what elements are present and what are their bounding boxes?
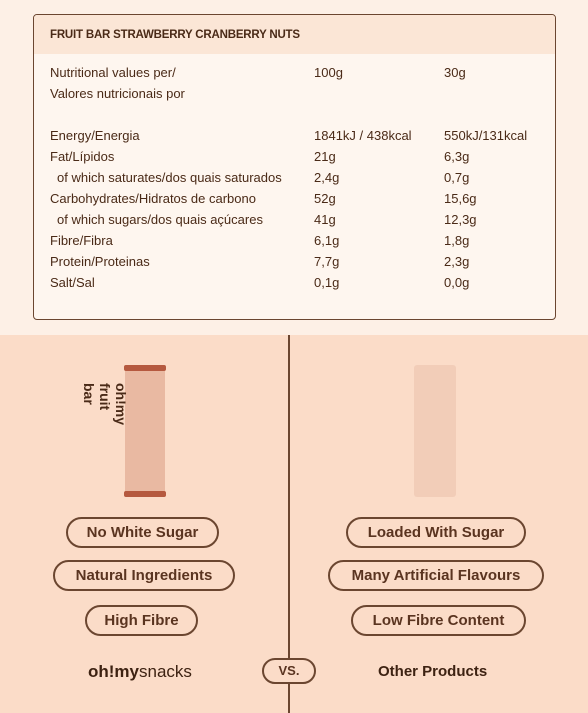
nutrition-table (33, 14, 556, 320)
product-bar-label: oh!my fruit bar (81, 383, 129, 425)
row-value-30g: 550kJ/131kcal (444, 128, 528, 143)
pill-many-artificial-flavours: Many Artificial Flavours (328, 560, 544, 591)
row-value-30g: 0,0g (444, 275, 470, 290)
product-bar-image (81, 365, 165, 497)
row-value-100g: 21g (314, 149, 336, 164)
comparison-section (0, 335, 588, 713)
row-value-100g: 6,1g (314, 233, 340, 248)
row-value-100g: 1841kJ / 438kcal (314, 128, 412, 143)
nutrition-title: FRUIT BAR STRAWBERRY CRANBERRY NUTS (34, 15, 555, 54)
bar-wrapper-top (124, 365, 166, 371)
row-label: Salt/Sal (50, 275, 95, 290)
row-value-30g: 15,6g (444, 191, 477, 206)
row-value-30g: 0,7g (444, 170, 470, 185)
brand-logo (88, 662, 192, 682)
vs-badge: VS. (262, 658, 316, 684)
row-label: of which sugars/dos quais açúcares (57, 212, 263, 227)
pill-natural-ingredients: Natural Ingredients (53, 560, 235, 591)
pill-no-white-sugar: No White Sugar (66, 517, 219, 548)
row-value-100g: 41g (314, 212, 336, 227)
row-value-100g: 7,7g (314, 254, 340, 269)
bar-wrapper-bottom (124, 491, 166, 497)
row-value-30g: 1,8g (444, 233, 470, 248)
pill-high-fibre: High Fibre (85, 605, 198, 636)
row-label: Protein/Proteinas (50, 254, 150, 269)
nutrition-section (0, 0, 588, 335)
row-value-100g: 0,1g (314, 275, 340, 290)
row-value-100g: 2,4g (314, 170, 340, 185)
brand-logo-rest: snacks (139, 662, 192, 681)
row-label: Fat/Lípidos (50, 149, 115, 164)
pill-loaded-with-sugar: Loaded With Sugar (346, 517, 526, 548)
header-col-100g: 100g (314, 65, 343, 80)
row-label: Energy/Energia (50, 128, 140, 143)
row-label: Carbohydrates/Hidratos de carbono (50, 191, 256, 206)
row-value-100g: 52g (314, 191, 336, 206)
comparison-divider (288, 335, 290, 713)
brand-logo-bold: oh!my (88, 662, 139, 681)
row-value-30g: 2,3g (444, 254, 470, 269)
header-col-30g: 30g (444, 65, 466, 80)
generic-bar-image (414, 365, 456, 497)
pill-low-fibre-content: Low Fibre Content (351, 605, 526, 636)
header-label-2: Valores nutricionais por (50, 86, 185, 101)
row-value-30g: 12,3g (444, 212, 477, 227)
row-value-30g: 6,3g (444, 149, 470, 164)
other-products-label: Other Products (378, 663, 488, 680)
row-label: of which saturates/dos quais saturados (57, 170, 282, 185)
header-label-1: Nutritional values per/ (50, 65, 176, 80)
row-label: Fibre/Fibra (50, 233, 113, 248)
